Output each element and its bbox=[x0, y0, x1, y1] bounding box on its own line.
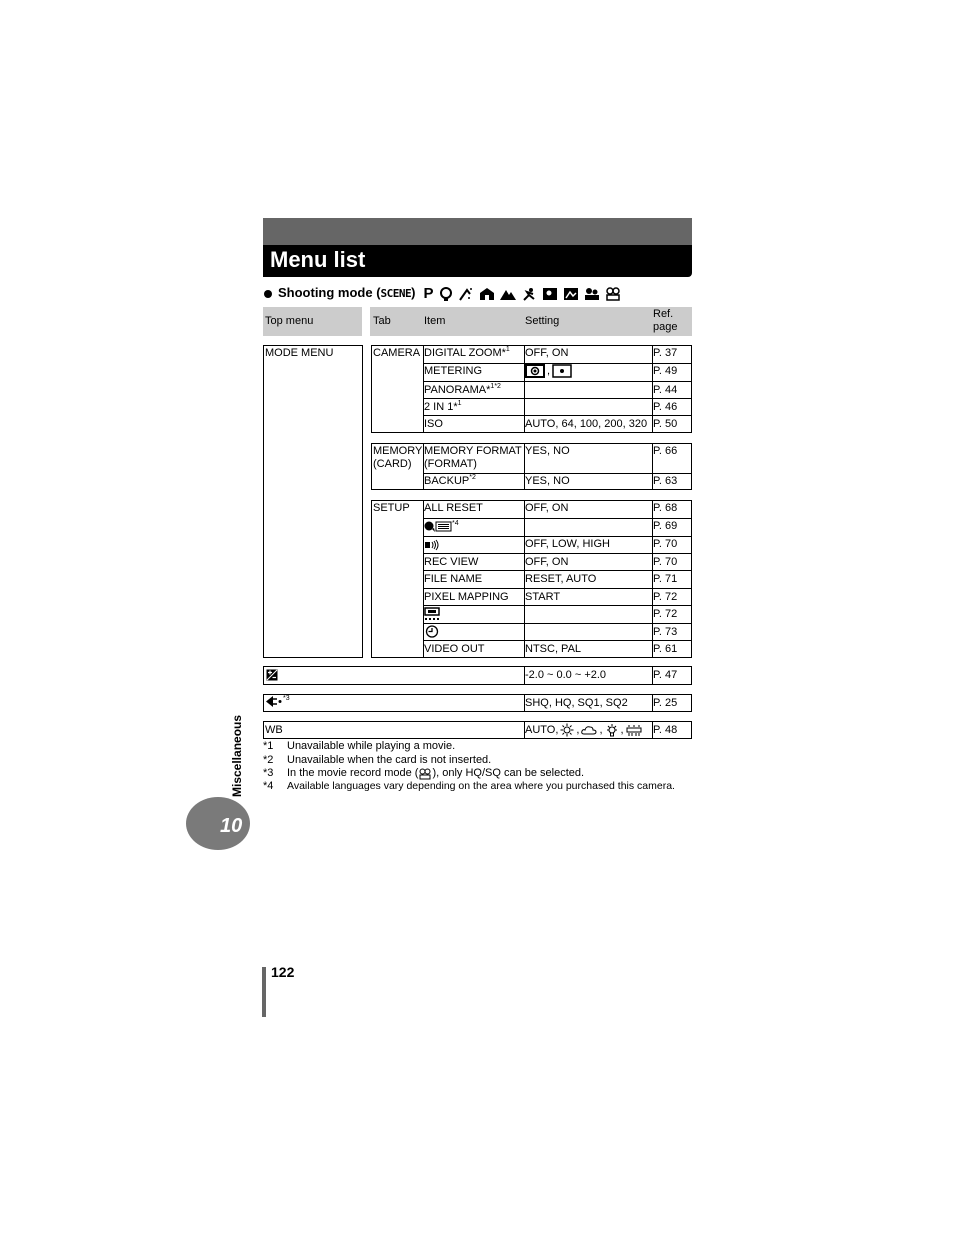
ref-page: P. 47 bbox=[653, 669, 678, 681]
footnote-ref: 1 bbox=[505, 346, 510, 353]
ref-page: P. 46 bbox=[653, 401, 678, 413]
setting-value: AUTO, 64, 100, 200, 320 bbox=[525, 418, 648, 430]
footnote bbox=[263, 754, 692, 767]
ref-page: P. 37 bbox=[653, 347, 678, 359]
mode-menu-cell bbox=[263, 345, 363, 658]
tab-memory-card: (CARD) bbox=[373, 458, 412, 470]
spot-metering-icon bbox=[552, 364, 572, 378]
item-backup: BACKUP bbox=[424, 475, 470, 487]
memory-group bbox=[371, 443, 692, 490]
item-memory-format: MEMORY FORMAT bbox=[424, 445, 522, 457]
tab-setup: SETUP bbox=[373, 502, 410, 514]
camera-group: CAMERA DIGITAL ZOOM*$^1$ OFF, ON P. 37 METERING , P. 49 PANORAMA*$^{1*2}$ P. 44 2 IN 1*$^1$ P. 46 ISO AUTO, 64, 100, 200, 320 P. 50 bbox=[371, 345, 692, 433]
ref-page: P. 70 bbox=[653, 538, 678, 550]
program-mode-label: P bbox=[423, 284, 434, 302]
ref-page: P. 66 bbox=[653, 445, 678, 457]
footnote-ref: *2 bbox=[469, 474, 476, 481]
side-section-text: Miscellaneous bbox=[230, 714, 244, 797]
ref-page: P. 72 bbox=[653, 591, 678, 603]
setting-value: NTSC, PAL bbox=[525, 643, 582, 655]
exposure-row bbox=[263, 666, 692, 685]
record-mode-row bbox=[263, 694, 692, 712]
section-heading-prefix: Shooting mode ( bbox=[278, 285, 381, 300]
item-panorama: PANORAMA* bbox=[424, 384, 491, 396]
item-video-out: VIDEO OUT bbox=[424, 643, 485, 655]
bullet-icon bbox=[264, 290, 272, 298]
ref-page: P. 50 bbox=[653, 418, 678, 430]
footnote bbox=[263, 740, 692, 753]
header-tab-label: Tab bbox=[373, 315, 391, 327]
footnote-mark: *3 bbox=[263, 767, 274, 779]
footnote-text: In the movie record mode ( bbox=[287, 767, 419, 779]
shooting-mode-icons bbox=[424, 286, 621, 302]
mode-menu-label: MODE MENU bbox=[265, 347, 334, 359]
ref-page: P. 72 bbox=[653, 608, 678, 620]
scene-label: SCENE bbox=[380, 287, 412, 300]
movie-mode-icon bbox=[418, 768, 432, 780]
setting-value: AUTO, bbox=[525, 723, 559, 736]
setting-value: OFF, LOW, HIGH bbox=[525, 538, 610, 550]
item-digital-zoom: DIGITAL ZOOM* bbox=[424, 347, 506, 359]
footnote-ref: *3 bbox=[283, 695, 290, 702]
ref-page: P. 70 bbox=[653, 556, 678, 568]
indoor-mode-icon bbox=[479, 287, 495, 301]
footnote-text-end: ), only HQ/SQ can be selected. bbox=[432, 767, 585, 779]
section-heading-suffix: ) bbox=[411, 285, 416, 300]
header-setting-label: Setting bbox=[525, 315, 560, 327]
page-number-bar bbox=[262, 967, 266, 1017]
item-2-in-1: 2 IN 1* bbox=[424, 401, 458, 413]
item-all-reset: ALL RESET bbox=[424, 502, 483, 514]
page-title: Menu list bbox=[270, 247, 366, 272]
cloudy-icon bbox=[581, 724, 597, 736]
footnote-mark: *4 bbox=[263, 780, 274, 792]
night-scene-icon bbox=[458, 287, 474, 301]
ref-page: P. 69 bbox=[653, 520, 678, 532]
ref-page: P. 25 bbox=[653, 697, 678, 709]
footnotes bbox=[263, 740, 692, 795]
setting-value: OFF, ON bbox=[525, 556, 569, 568]
setting-value: OFF, ON bbox=[525, 347, 569, 359]
header-columns bbox=[370, 307, 692, 336]
exposure-compensation-icon bbox=[266, 669, 278, 681]
item-rec-view: REC VIEW bbox=[424, 556, 479, 568]
clock-icon bbox=[424, 625, 440, 638]
footnote-ref: 1*2 bbox=[490, 383, 501, 390]
tungsten-icon bbox=[605, 723, 619, 737]
wb-label: WB bbox=[265, 724, 283, 736]
setting-value: START bbox=[525, 591, 561, 603]
ref-page: P. 61 bbox=[653, 643, 678, 655]
item-pixel-mapping: PIXEL MAPPING bbox=[424, 591, 509, 603]
header-ref-label-2: page bbox=[653, 321, 678, 333]
record-mode-icon bbox=[265, 695, 283, 708]
sports-mode-icon bbox=[521, 287, 537, 301]
movie-mode-icon bbox=[605, 287, 621, 301]
chapter-number: 10 bbox=[220, 815, 243, 837]
title-bar-accent bbox=[263, 218, 692, 245]
tab-memory: MEMORY bbox=[373, 445, 423, 457]
footnote-text: Unavailable while playing a movie. bbox=[287, 740, 456, 752]
footnote-ref: 1 bbox=[457, 400, 462, 407]
header-ref-label: Ref. bbox=[653, 308, 674, 320]
setting-value: SHQ, HQ, SQ1, SQ2 bbox=[525, 697, 628, 709]
portrait-mode-icon bbox=[439, 287, 453, 301]
item-file-name: FILE NAME bbox=[424, 573, 483, 585]
item-iso: ISO bbox=[424, 418, 443, 430]
sunny-icon bbox=[560, 723, 574, 737]
esp-metering-icon bbox=[525, 364, 545, 378]
setting-value: RESET, AUTO bbox=[525, 573, 597, 585]
section-heading bbox=[264, 285, 621, 302]
night-portrait-icon bbox=[584, 287, 600, 301]
tab-camera: CAMERA bbox=[373, 347, 421, 359]
header-item-label: Item bbox=[424, 315, 446, 327]
self-portrait-icon bbox=[542, 287, 558, 301]
wb-row: WB AUTO, , , , P. 48 bbox=[263, 721, 692, 739]
setting-value: YES, NO bbox=[525, 475, 570, 487]
item-metering: METERING bbox=[424, 365, 483, 377]
setting-value: -2.0 ~ 0.0 ~ +2.0 bbox=[525, 669, 607, 681]
footnote bbox=[263, 780, 692, 793]
ref-page: P. 48 bbox=[653, 724, 678, 736]
footnote-mark: *1 bbox=[263, 740, 274, 752]
setting-value: YES, NO bbox=[525, 445, 570, 457]
ref-page: P. 63 bbox=[653, 475, 678, 487]
landscape-mode-icon bbox=[500, 287, 516, 301]
landscape-portrait-icon bbox=[563, 287, 579, 301]
ref-page: P. 44 bbox=[653, 384, 678, 396]
footnote-text: Available languages vary depending on the area where you purchased this camera. bbox=[287, 780, 675, 792]
side-section-label bbox=[228, 705, 248, 797]
setting-value: OFF, ON bbox=[525, 502, 569, 514]
setup-group bbox=[371, 500, 692, 658]
header-top-menu bbox=[263, 307, 362, 336]
fluorescent-icon bbox=[626, 724, 642, 737]
footnote bbox=[263, 767, 692, 780]
footnote-text: Unavailable when the card is not inserted. bbox=[287, 754, 492, 766]
item-memory-format-2: (FORMAT) bbox=[424, 458, 477, 470]
ref-page: P. 73 bbox=[653, 626, 678, 638]
footnote-ref: *4 bbox=[452, 520, 459, 527]
header-top-menu-label: Top menu bbox=[265, 315, 314, 327]
monitor-brightness-icon bbox=[424, 607, 442, 621]
ref-page: P. 68 bbox=[653, 502, 678, 514]
ref-page: P. 71 bbox=[653, 573, 678, 585]
ref-page: P. 49 bbox=[653, 365, 678, 377]
beep-icon bbox=[424, 539, 440, 551]
footnote-mark: *2 bbox=[263, 754, 274, 766]
page-number: 122 bbox=[271, 964, 295, 980]
language-icon bbox=[424, 520, 452, 533]
